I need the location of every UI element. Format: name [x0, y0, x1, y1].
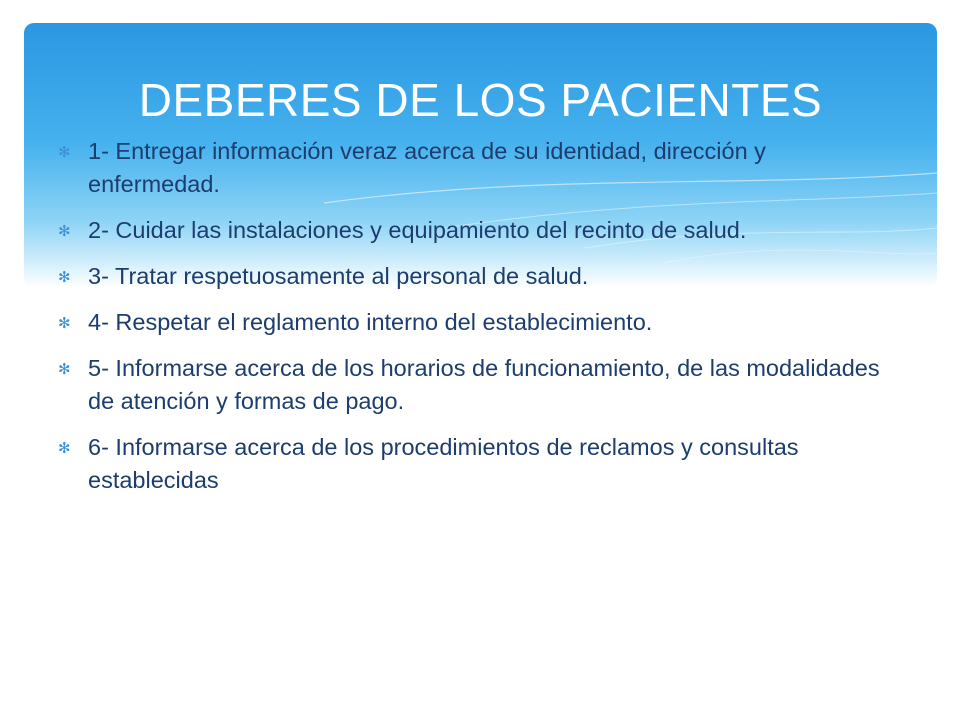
duties-list — [58, 135, 888, 510]
list-item-text: 3- Tratar respetuosamente al personal de salud. — [88, 263, 589, 289]
slide-title: DEBERES DE LOS PACIENTES — [138, 74, 823, 126]
list-item — [58, 135, 888, 201]
asterisk-bullet-icon: ✻ — [58, 269, 71, 286]
list-item — [58, 431, 888, 497]
list-item-text: 4- Respetar el reglamento interno del establecimiento. — [88, 309, 653, 335]
asterisk-bullet-icon: ✻ — [58, 223, 71, 240]
list-item-text: 2- Cuidar las instalaciones y equipamiento del recinto de salud. — [88, 217, 747, 243]
list-item-text: 1- Entregar información veraz acerca de su identidad, dirección y enfermedad. — [88, 138, 766, 197]
asterisk-bullet-icon: ✻ — [58, 440, 71, 457]
asterisk-bullet-icon: ✻ — [58, 315, 71, 332]
asterisk-bullet-icon: ✻ — [58, 361, 71, 378]
list-item — [58, 352, 888, 418]
asterisk-bullet-icon: ✻ — [58, 144, 71, 161]
list-item — [58, 214, 888, 247]
list-item — [58, 260, 888, 293]
list-item — [58, 306, 888, 339]
list-item-text: 6- Informarse acerca de los procedimientos de reclamos y consultas establecidas — [88, 434, 799, 493]
list-item-text: 5- Informarse acerca de los horarios de funcionamiento, de las modalidades de atención y formas de pago. — [88, 355, 880, 414]
